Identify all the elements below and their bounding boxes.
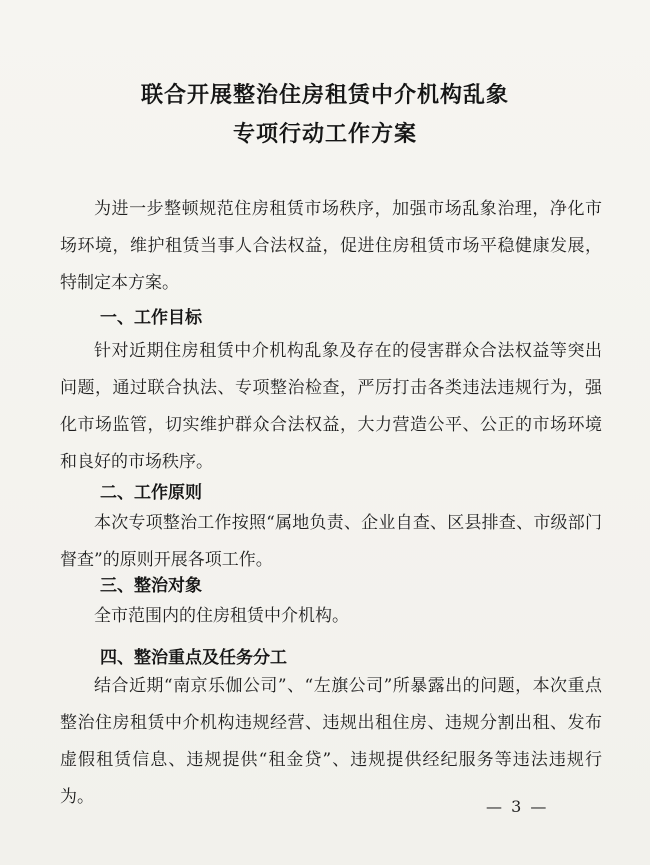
section-heading-targets: 三、整治对象 [100,576,202,596]
section-body-principles: 本次专项整治工作按照“属地负责、企业自查、区县排查、市级部门督查”的原则开展各项工作。 [60,513,602,570]
section-heading-goals: 一、工作目标 [100,308,202,328]
document-title-line1: 联合开展整治住房租赁中介机构乱象 [140,83,509,108]
section-body-goals: 针对近期住房租赁中介机构乱象及存在的侵害群众合法权益等突出问题，通过联合执法、专项整治检查，严厉打击各类违法违规行为，强化市场监管，切实维护群众合法权益，大力营造公平、公正的市场环境和良好的市场秩序。 [60,341,602,472]
section-body-targets: 全市范围内的住房租赁中介机构。 [94,606,349,626]
section-body-focus: 结合近期“南京乐伽公司”、“左旗公司”所暴露出的问题，本次重点整治住房租赁中介机构违规经营、违规出租住房、违规分割出租、发布虚假租赁信息、违规提供“租金贷”、违规提供经纪服务等违法违规行为。 [60,676,602,807]
section-heading-principles: 二、工作原则 [100,483,202,503]
section-heading-focus: 四、整治重点及任务分工 [100,648,287,668]
document-title-line2: 专项行动工作方案 [232,122,417,147]
page-number: — 3 — [486,797,549,816]
intro-paragraph: 为进一步整顿规范住房租赁市场秩序，加强市场乱象治理，净化市场环境，维护租赁当事人合法权益，促进住房租赁市场平稳健康发展，特制定本方案。 [60,199,602,293]
